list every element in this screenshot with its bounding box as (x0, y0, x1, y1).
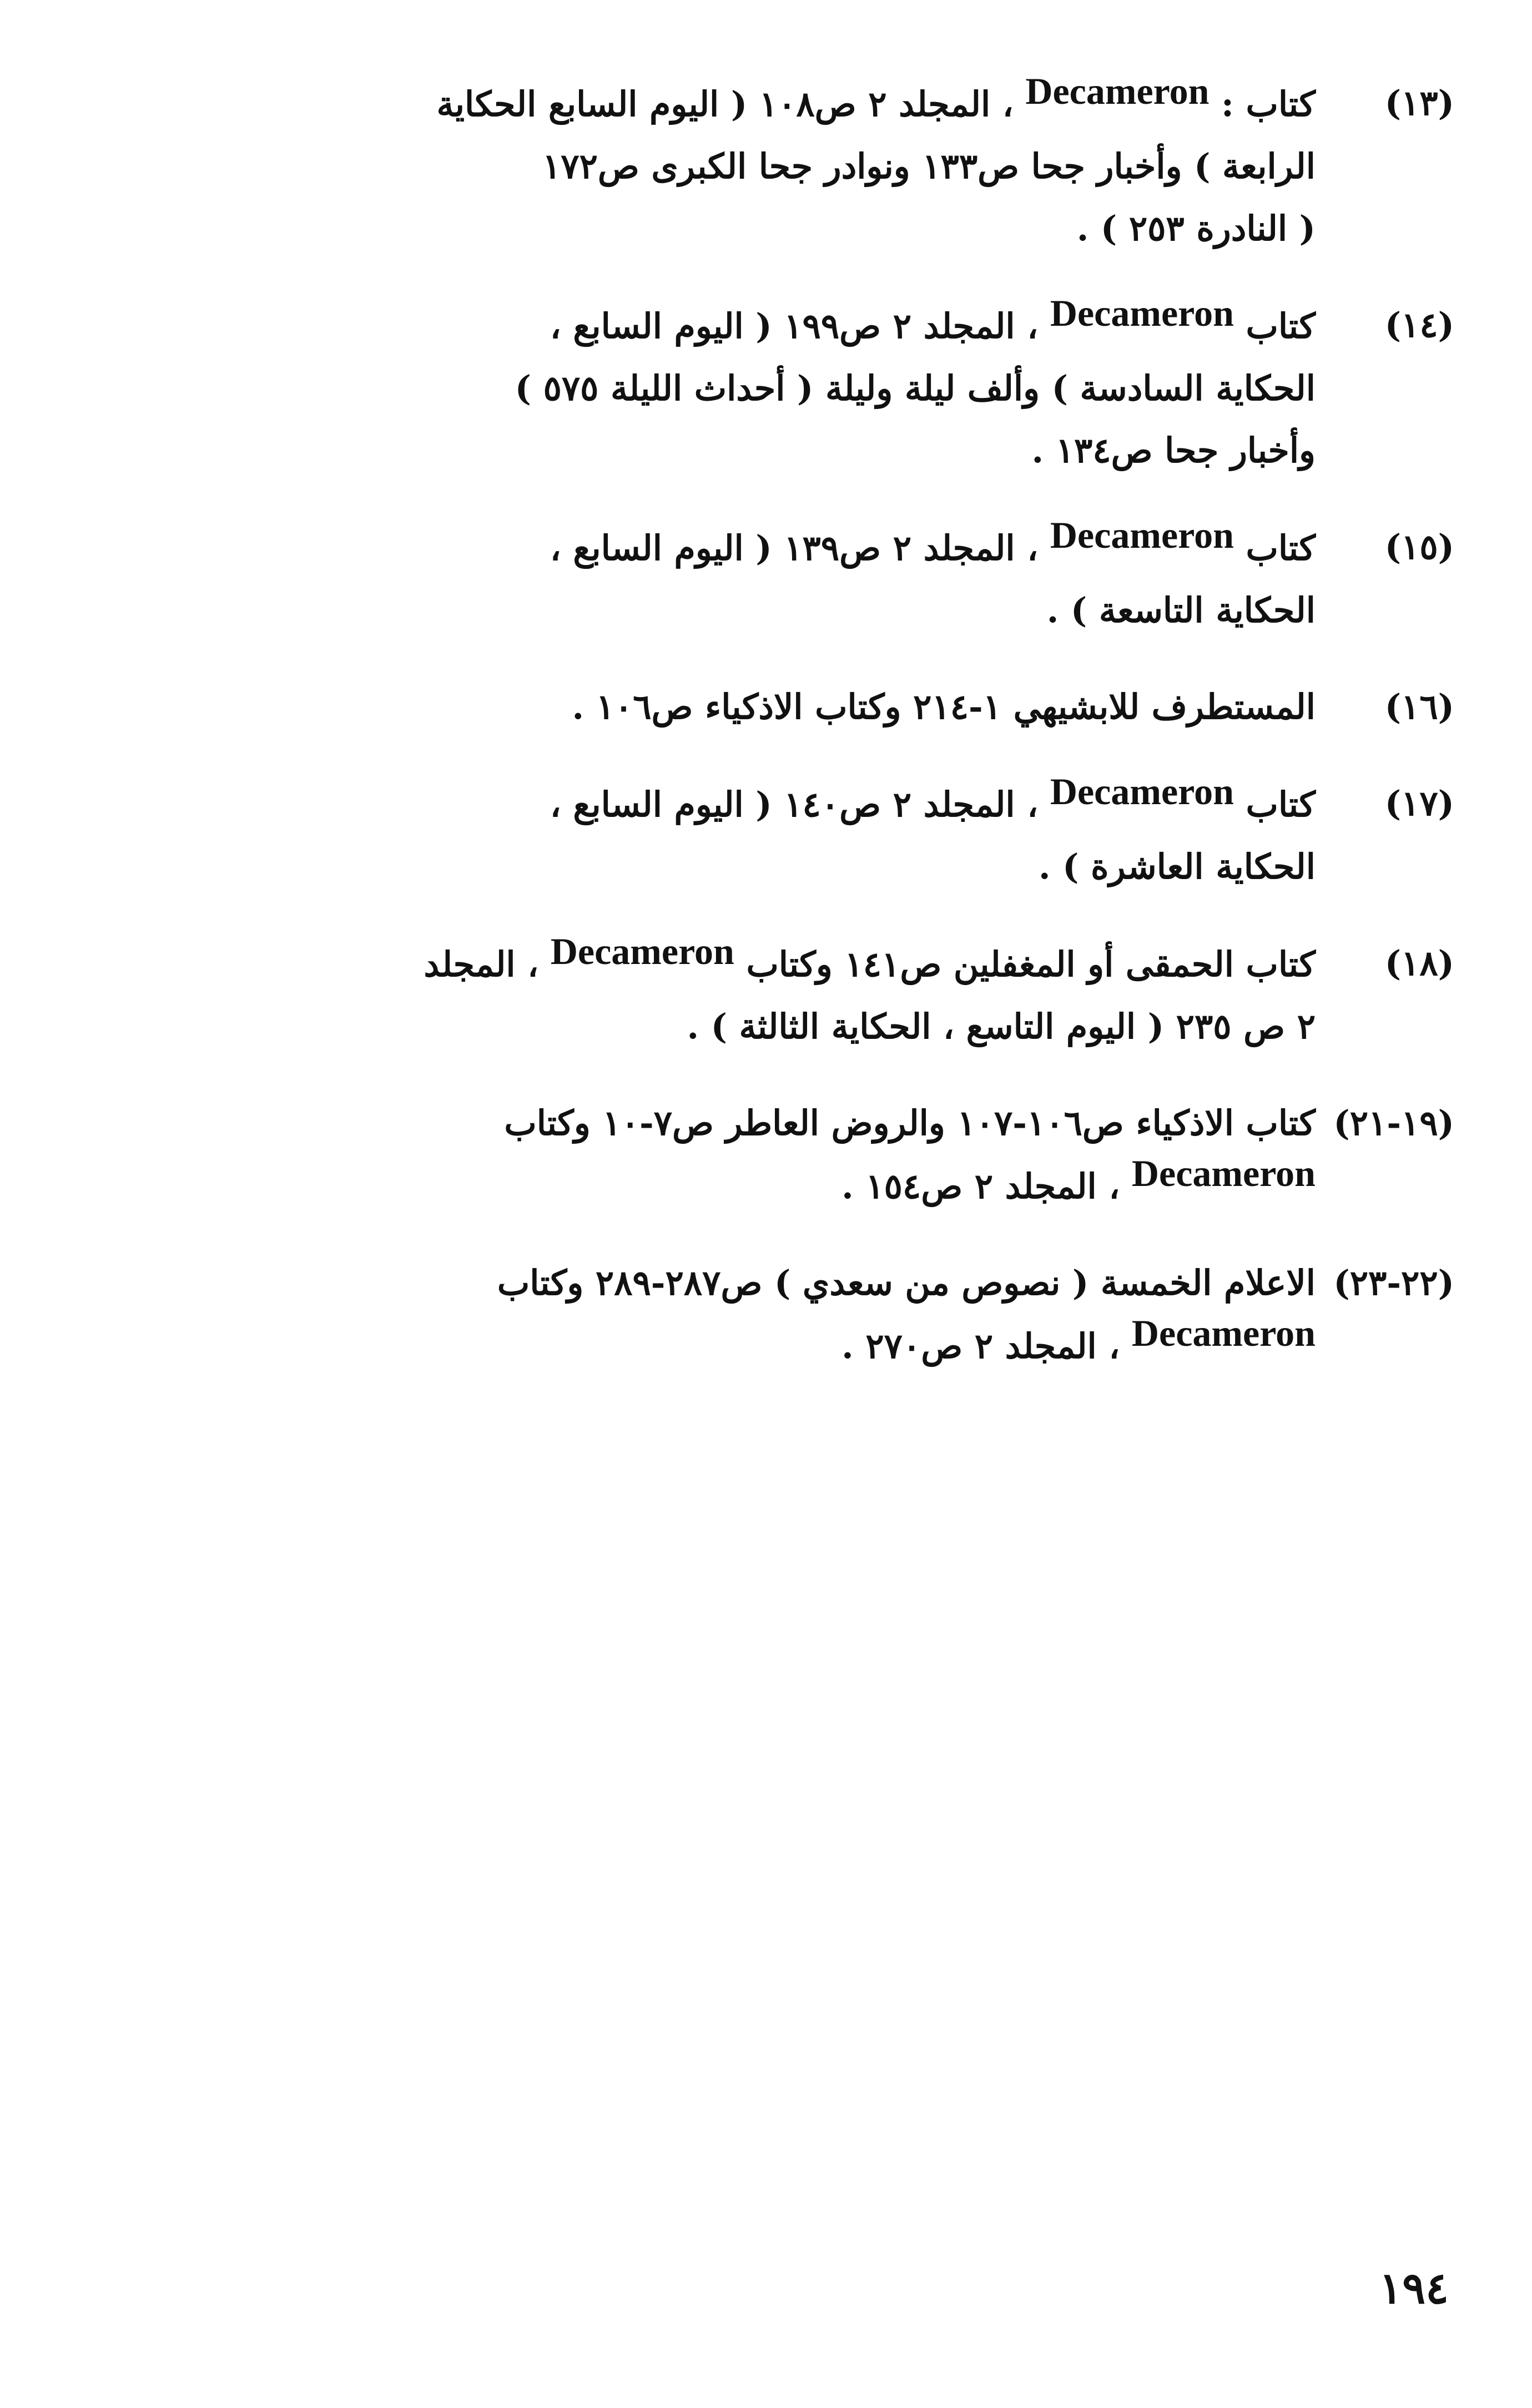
note-line: الاعلام الخمسة ( نصوص من سعدي ) ص٢٨٧-٢٨٩ وكتاب (497, 1263, 1316, 1303)
page-number: ١٩٤ (1379, 2263, 1449, 2314)
note-line: كتاب Decameron ، المجلد ٢ ص١٤٠ ( اليوم السابع ، (550, 770, 1316, 825)
note-line: ٢ ص ٢٣٥ ( اليوم التاسع ، الحكاية الثالثة ) . (687, 1006, 1316, 1047)
note-line: Decameron ، المجلد ٢ ص١٥٤ . (841, 1152, 1316, 1206)
note-line: كتاب الاذكياء ص١٠٦-١٠٧ والروض العاطر ص٧-١٠ وكتاب (504, 1103, 1316, 1143)
note-number: (١٣) (1384, 83, 1454, 123)
note-line: كتاب Decameron ، المجلد ٢ ص١٣٩ ( اليوم السابع ، (550, 514, 1316, 568)
note-line: وأخبار جحا ص١٣٤ . (1031, 430, 1316, 471)
note-number: (١٦) (1384, 686, 1454, 727)
note-line: الحكاية التاسعة ) . (1046, 590, 1316, 630)
note-number: (١٥) (1384, 527, 1454, 567)
note-line: ( النادرة ٢٥٣ ) . (1076, 208, 1316, 249)
latin-title: Decameron (1050, 514, 1234, 556)
note-line: الرابعة ) وأخبار جحا ص١٣٣ ونوادر جحا الكبرى ص١٧٢ (542, 146, 1316, 186)
note-18 (83, 932, 1454, 1058)
note-13 (83, 72, 1454, 260)
latin-title: Decameron (1131, 1152, 1316, 1194)
note-line: الحكاية السادسة ) وألف ليلة وليلة ( أحداث الليلة ٥٧٥ ) (515, 368, 1316, 408)
latin-title: Decameron (1025, 70, 1210, 112)
note-17 (83, 770, 1454, 898)
latin-title: Decameron (1050, 292, 1234, 334)
note-line: كتاب Decameron ، المجلد ٢ ص١٩٩ ( اليوم السابع ، (550, 292, 1316, 346)
latin-title: Decameron (550, 930, 734, 972)
note-number: (٢٢-٢٣) (1333, 1263, 1454, 1303)
latin-title: Decameron (1050, 770, 1234, 812)
note-15 (83, 516, 1454, 642)
note-line: المستطرف للابشيهي ١-٢١٤ وكتاب الاذكياء ص١٠٦ . (572, 686, 1316, 727)
note-19-21 (83, 1092, 1454, 1218)
note-line: كتاب : Decameron ، المجلد ٢ ص١٠٨ ( اليوم السابع الحكاية (436, 70, 1316, 124)
note-line: الحكاية العاشرة ) . (1039, 846, 1316, 887)
note-14 (83, 294, 1454, 482)
note-number: (١٨) (1384, 943, 1454, 983)
note-line: كتاب الحمقى أو المغفلين ص١٤١ وكتاب Decameron ، المجلد (424, 930, 1316, 985)
note-16 (83, 676, 1454, 738)
note-number: (١٧) (1384, 783, 1454, 824)
note-line: Decameron ، المجلد ٢ ص٢٧٠ . (841, 1312, 1316, 1366)
latin-title: Decameron (1131, 1312, 1316, 1354)
note-number: (١٩-٢١) (1333, 1103, 1454, 1143)
notes-list (83, 72, 1454, 1412)
note-number: (١٤) (1384, 305, 1454, 345)
note-22-23 (83, 1252, 1454, 1377)
